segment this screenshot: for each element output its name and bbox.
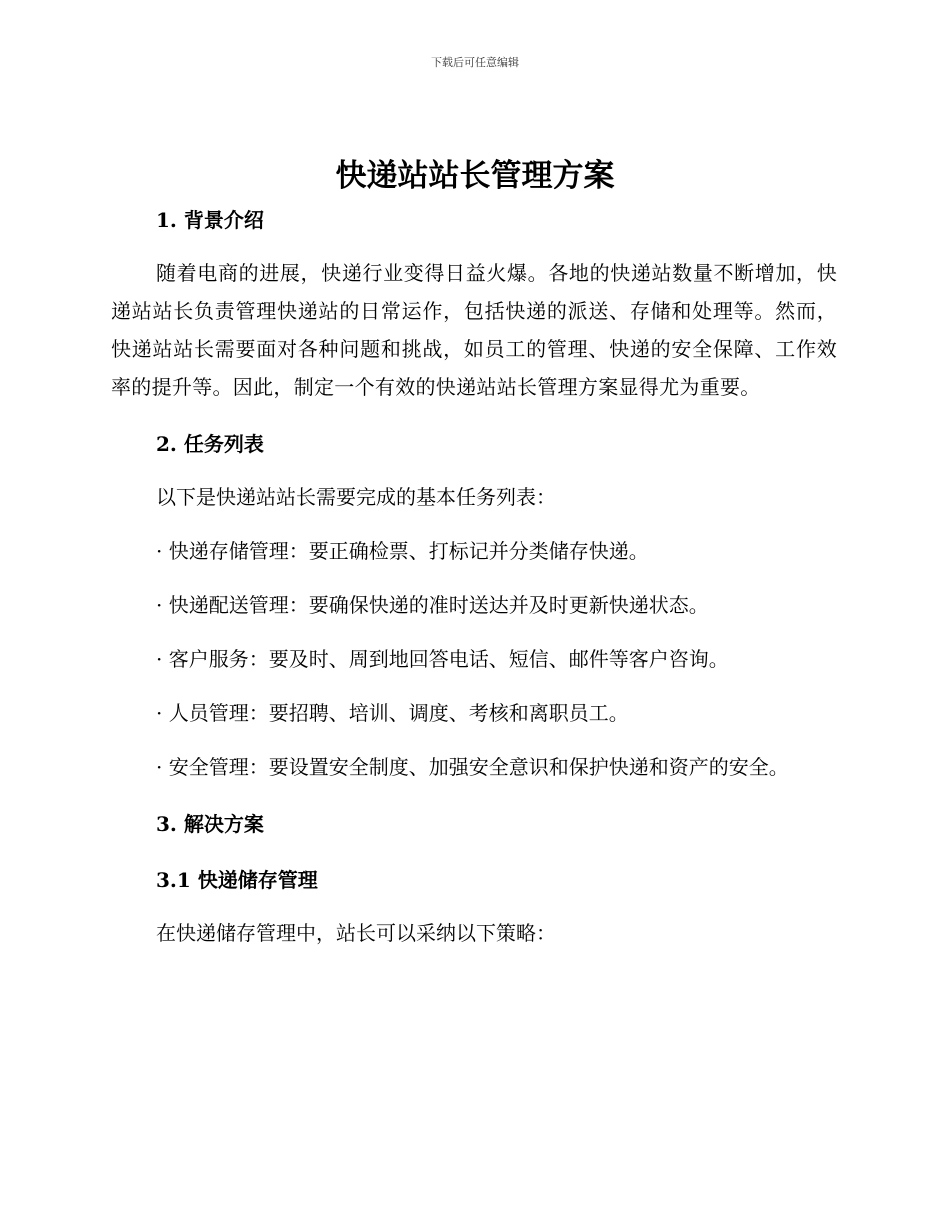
task-item: · 快递存储管理：要正确检票、打标记并分类储存快递。 <box>156 539 649 563</box>
background-paragraph: 随着电商的进展，快递行业变得日益火爆。各地的快递站数量不断增加，快递站站长负责管理快递站的日常运作，包括快递的派送、存储和处理等。然而，快递站站长需要面对各种问题和挑战，如员工的管理、快递的安全保障、工作效率的提升等。因此，制定一个有效的快递站站长管理方案显得尤为重要。 <box>111 261 837 399</box>
solution-intro: 在快递储存管理中，站长可以采纳以下策略： <box>156 921 556 945</box>
task-item: · 安全管理：要设置安全制度、加强安全意识和保护快递和资产的安全。 <box>156 755 789 779</box>
section-heading-background: 1. 背景介绍 <box>156 208 264 232</box>
header-note: 下载后可任意编辑 <box>431 56 519 69</box>
document-body <box>111 198 837 952</box>
document-title: 快递站站长管理方案 <box>335 158 615 194</box>
task-item: · 快递配送管理：要确保快递的准时送达并及时更新快递状态。 <box>156 593 709 617</box>
section-heading-solution: 3. 解决方案 <box>156 812 264 836</box>
subsection-heading-storage: 3.1 快递储存管理 <box>156 868 318 892</box>
section-heading-tasks: 2. 任务列表 <box>156 432 264 456</box>
tasks-intro: 以下是快递站站长需要完成的基本任务列表： <box>156 485 556 509</box>
task-item: · 客户服务：要及时、周到地回答电话、短信、邮件等客户咨询。 <box>156 647 729 671</box>
task-item: · 人员管理：要招聘、培训、调度、考核和离职员工。 <box>156 701 629 725</box>
